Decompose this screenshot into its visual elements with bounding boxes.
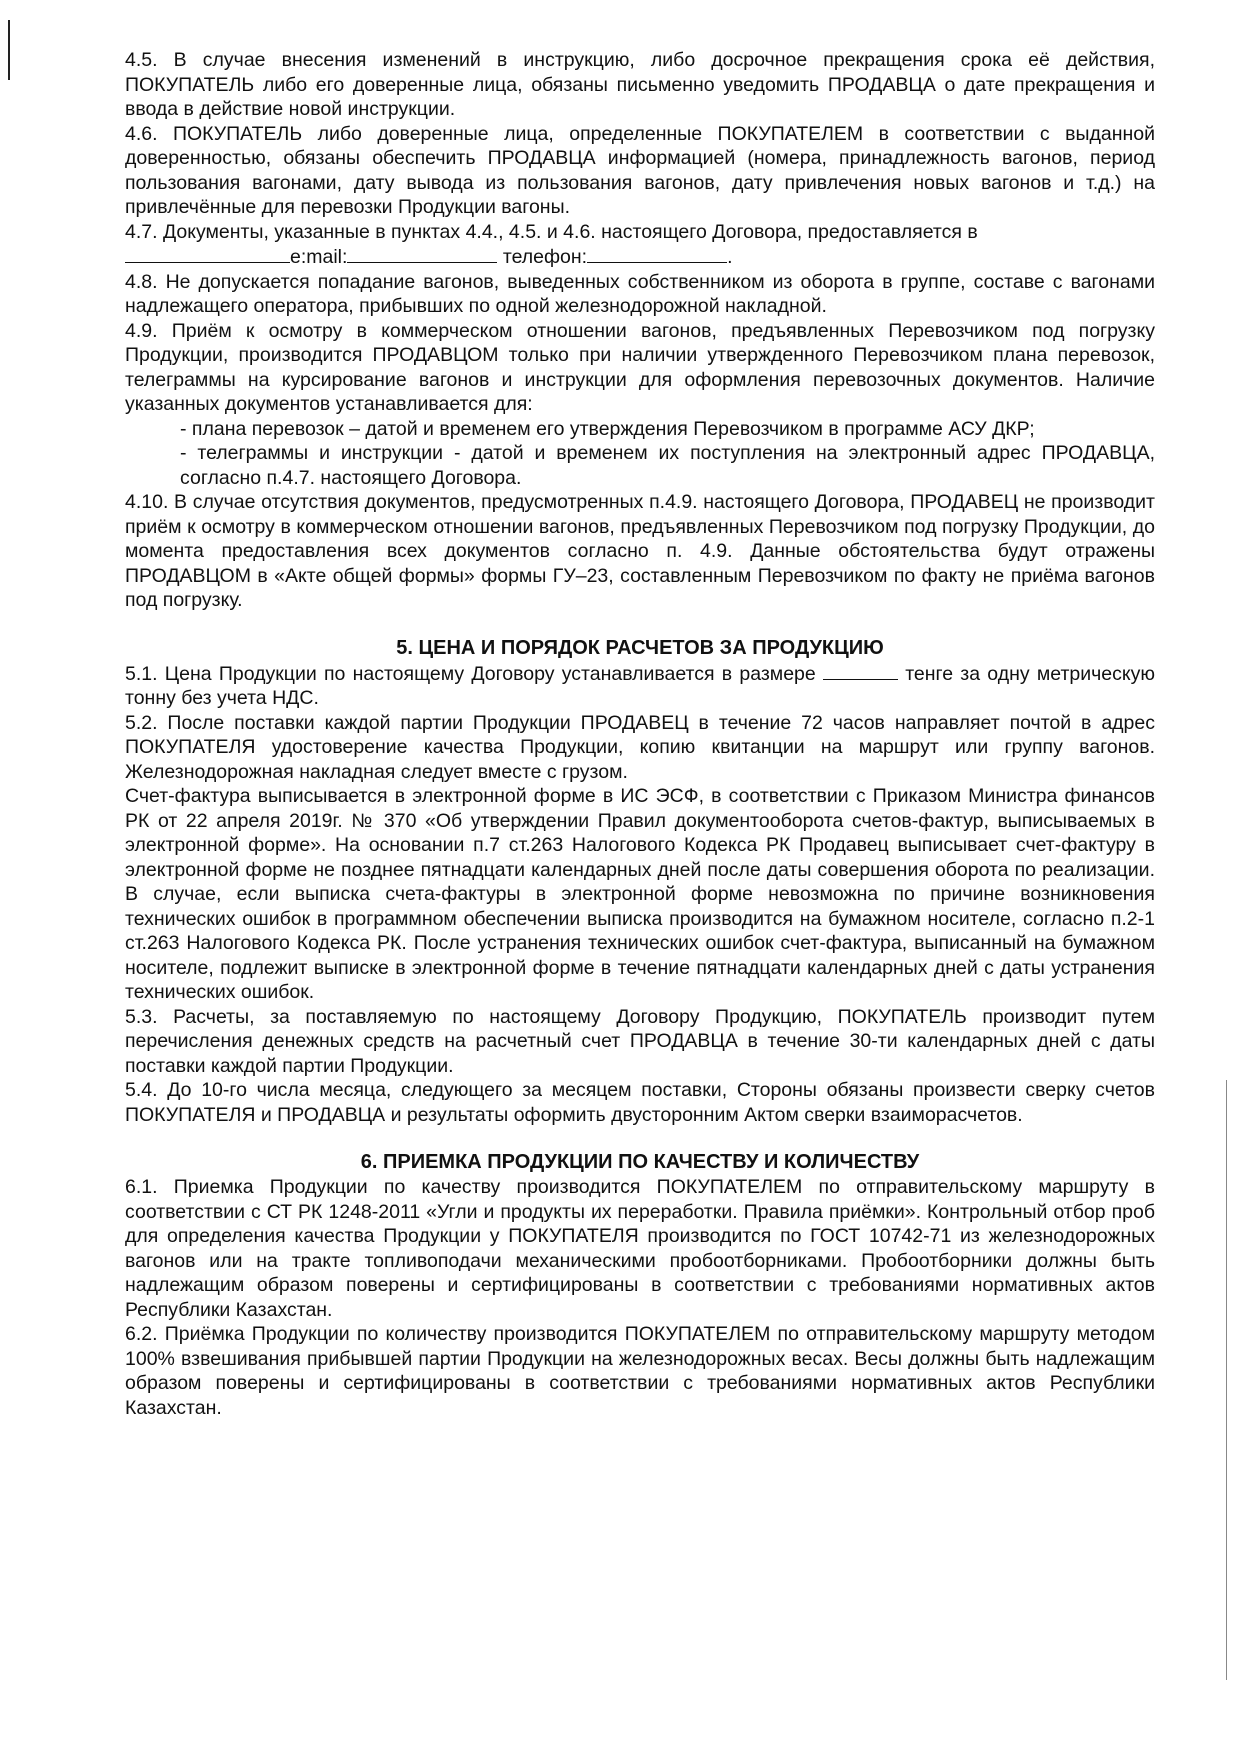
clause-4-9-item-2: - телеграммы и инструкции - датой и временем их поступления на электронный адрес ПРОДАВЦА, согласно п.4.7. настоящего Договора. (180, 442, 1155, 489)
left-scan-edge (8, 20, 10, 80)
section-6-heading: 6. ПРИЕМКА ПРОДУКЦИИ ПО КАЧЕСТВУ И КОЛИЧЕСТВУ (360, 1151, 920, 1173)
clause-5-1 (125, 661, 1155, 711)
clause-5-4: 5.4. До 10-го числа месяца, следующего за месяцем поставки, Стороны обязаны произвести сверку счетов ПОКУПАТЕЛЯ и ПРОДАВЦА и результаты оформить двусторонним Актом сверки взаиморасчетов. (125, 1079, 1155, 1126)
clause-5-1-text: 5.1. Цена Продукции по настоящему Договору устанавливается в размере (125, 662, 816, 685)
clause-4-7-end: . (727, 246, 733, 268)
blank-field (125, 244, 290, 263)
section-5-heading: 5. ЦЕНА И ПОРЯДОК РАСЧЕТОВ ЗА ПРОДУКЦИЮ (396, 636, 884, 659)
clause-4-5: 4.5. В случае внесения изменений в инструкцию, либо досрочное прекращения срока её действия, ПОКУПАТЕЛЬ либо его доверенные лица, обязаны письменно уведомить ПРОДАВЦА о дате прекращения и ввода в действие новой инструкции. (125, 49, 1155, 120)
document-body (125, 48, 1155, 1420)
clause-4-8: 4.8. Не допускается попадание вагонов, выведенных собственником из оборота в группе, составе с вагонами надлежащего оператора, прибывших по одной железнодорожной накладной. (125, 270, 1155, 317)
clause-4-6: 4.6. ПОКУПАТЕЛЬ либо доверенные лица, определенные ПОКУПАТЕЛЕМ в соответствии с выданной доверенностью, обязаны обеспечить ПРОДАВЦА информацией (номера, принадлежность вагонов, период пользования вагонами, дату вывода из пользования вагонов, дату привлечения новых вагонов и т.д.) на привлечённые для перевозки Продукции вагоны. (125, 122, 1155, 218)
clause-6-2: 6.2. Приёмка Продукции по количеству производится ПОКУПАТЕЛЕМ по отправительскому маршруту методом 100% взвешивания прибывшей партии Продукции на железнодорожных весах. Весы должны быть надлежащим образом поверены и сертифицированы в соответствии с требованиями нормативных актов Республики Казахстан. (125, 1323, 1155, 1419)
email-blank (347, 244, 497, 263)
price-blank (823, 661, 898, 680)
email-label: e:mail: (290, 246, 348, 268)
phone-label: телефон: (502, 246, 588, 268)
clause-4-7-text: 4.7. Документы, указанные в пунктах 4.4., 4.5. и 4.6. настоящего Договора, предоставляется в (125, 220, 978, 243)
clause-5-3: 5.3. Расчеты, за поставляемую по настоящему Договору Продукцию, ПОКУПАТЕЛЬ производит путем перечисления денежных средств на расчетный счет ПРОДАВЦА в течение 30-ти календарных дней с даты поставки каждой партии Продукции. (125, 1005, 1155, 1077)
right-scan-edge (1226, 1080, 1227, 1680)
clause-5-2: 5.2. После поставки каждой партии Продукции ПРОДАВЕЦ в течение 72 часов направляет почтой в адрес ПОКУПАТЕЛЯ удостоверение качества Продукции, копию квитанции на маршрут или группу вагонов. Железнодорожная накладная следует вместе с грузом. (125, 711, 1155, 783)
clause-4-7 (125, 220, 1155, 270)
clause-5-1-end: тенге за одну метрическую тонну без учета НДС. (125, 662, 1156, 709)
phone-blank (587, 244, 727, 263)
clause-6-1: 6.1. Приемка Продукции по качеству производится ПОКУПАТЕЛЕМ по отправительскому маршруту в соответствии с СТ РК 1248-2011 «Угли и продукты их переработки. Правила приёмки». Контрольный отбор проб для определения качества Продукции у ПОКУПАТЕЛЯ производится по ГОСТ 10742-71 из железнодорожных вагонов или на тракте топливоподачи механическими пробоотборниками. Пробоотборники должны быть надлежащим образом поверены и сертифицированы в соответствии с требованиями нормативных актов Республики Казахстан. (125, 1176, 1155, 1321)
clause-4-10: 4.10. В случае отсутствия документов, предусмотренных п.4.9. настоящего Договора, ПРОДАВЕЦ не производит приём к осмотру в коммерческом отношении вагонов, предъявленных Перевозчиком под погрузку Продукции, до момента предоставления всех документов согласно п. 4.9. Данные обстоятельства будут отражены ПРОДАВЦОМ в «Акте общей формы» формы ГУ–23, составленным Перевозчиком по факту не приёма вагонов под погрузку. (125, 491, 1155, 611)
clause-4-9-item-1: - плана перевозок – датой и временем его утверждения Перевозчиком в программе АСУ ДКР; (180, 417, 1035, 440)
clause-5-2-invoice: Счет-фактура выписывается в электронной форме в ИС ЭСФ, в соответствии с Приказом Министра финансов РК от 22 апреля 2019г. № 370 «Об утверждении Правил документооборота счетов-фактур, выписываемых в электронной форме». На основании п.7 ст.263 Налогового Кодекса РК Продавец выписывает счет-фактуру в электронной форме не позднее пятнадцати календарных дней после даты совершения оборота по реализации. В случае, если выписка счета-фактуры в электронной форме невозможна по причине возникновения технических ошибок в программном обеспечении выписка производится на бумажном носителе, согласно п.2-1 ст.263 Налогового Кодекса РК. После устранения технических ошибок счет-фактура, выписанный на бумажном носителе, подлежит выписке в электронной форме в течение пятнадцати календарных дней с даты устранения технических ошибок. (125, 785, 1155, 1003)
clause-4-9: 4.9. Приём к осмотру в коммерческом отношении вагонов, предъявленных Перевозчиком под погрузку Продукции, производится ПРОДАВЦОМ только при наличии утвержденного Перевозчиком плана перевозок, телеграммы на курсирование вагонов и инструкции для оформления перевозочных документов. Наличие указанных документов устанавливается для: (125, 319, 1155, 415)
